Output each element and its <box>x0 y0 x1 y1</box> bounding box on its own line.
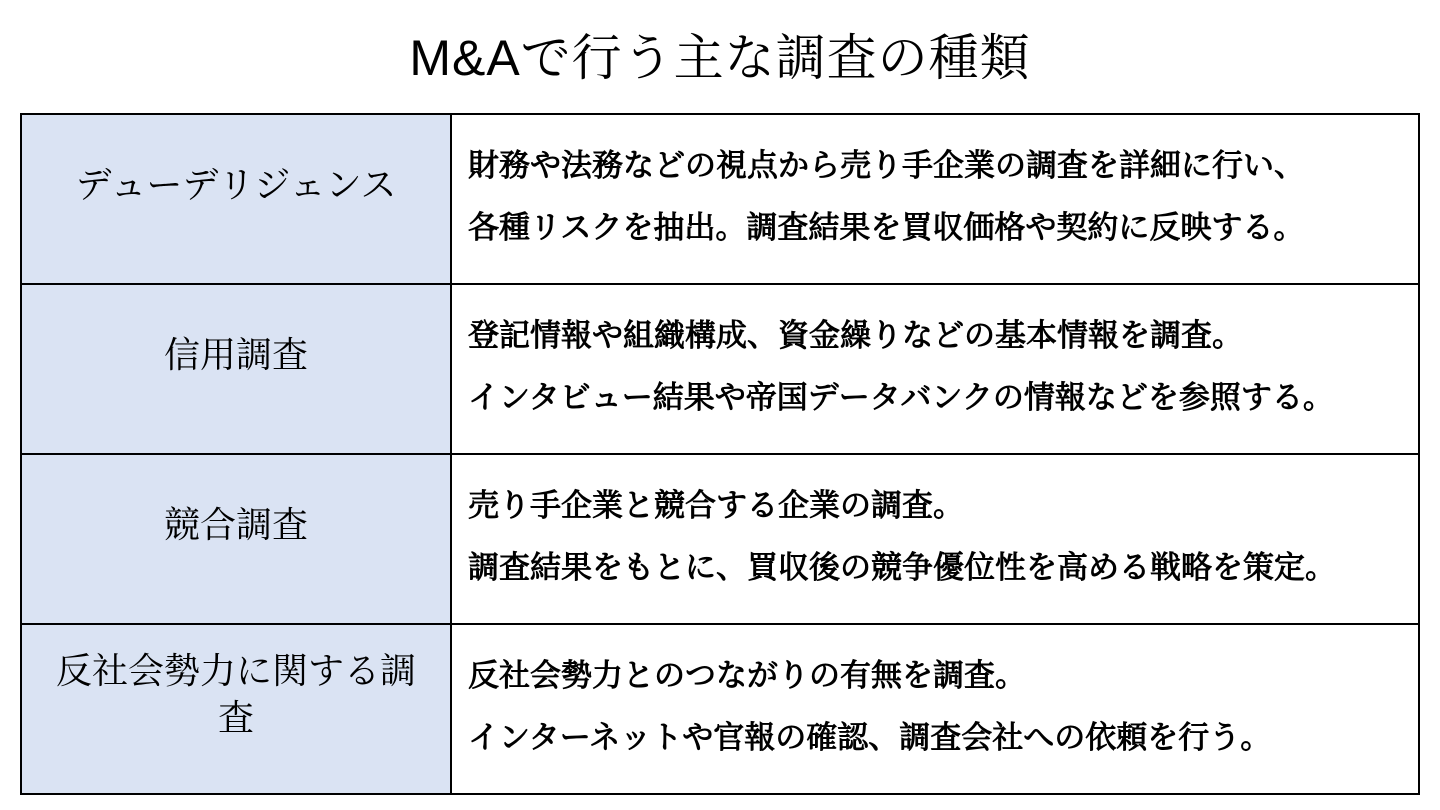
row-type-cell: 信用調査 <box>21 284 451 454</box>
desc-line: 財務や法務などの視点から売り手企業の調査を詳細に行い、 <box>468 148 1305 183</box>
row-desc-cell <box>451 284 1419 454</box>
page-title: M&Aで行う主な調査の種類 <box>409 30 1031 86</box>
desc-line: 調査結果をもとに、買収後の競争優位性を高める戦略を策定。 <box>468 550 1336 585</box>
table-row <box>21 284 1419 454</box>
row-type-cell: 反社会勢力に関する調査 <box>21 624 451 794</box>
row-desc-cell <box>451 114 1419 284</box>
row-desc-cell <box>451 624 1419 794</box>
desc-line: 登記情報や組織構成、資金繰りなどの基本情報を調査。 <box>468 318 1243 353</box>
desc-line: インターネットや官報の確認、調査会社への依頼を行う。 <box>468 720 1272 755</box>
desc-line: 売り手企業と競合する企業の調査。 <box>468 488 964 523</box>
table-row <box>21 624 1419 794</box>
research-table <box>20 113 1420 795</box>
row-type-cell: 競合調査 <box>21 454 451 624</box>
table-row <box>21 454 1419 624</box>
desc-line: インタビュー結果や帝国データバンクの情報などを参照する。 <box>468 380 1334 415</box>
table-row <box>21 114 1419 284</box>
row-desc-cell <box>451 454 1419 624</box>
desc-line: 反社会勢力とのつながりの有無を調査。 <box>468 658 1026 693</box>
desc-line: 各種リスクを抽出。調査結果を買収価格や契約に反映する。 <box>468 210 1305 245</box>
row-type-cell: デューデリジェンス <box>21 114 451 284</box>
